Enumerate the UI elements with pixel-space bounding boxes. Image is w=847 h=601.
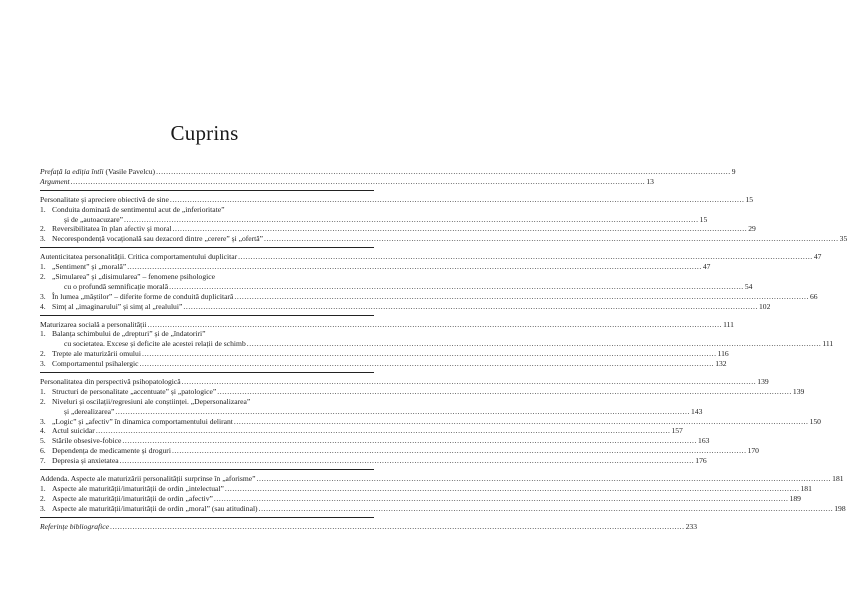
dot-leader xyxy=(115,407,690,417)
toc-entry-text: și de „autoacuzare” xyxy=(64,214,124,224)
dot-leader xyxy=(142,349,717,359)
toc-entry-title-part: Argument xyxy=(40,176,70,186)
toc-entry-title xyxy=(40,224,172,234)
dot-leader xyxy=(217,387,792,397)
dot-leader xyxy=(264,234,839,244)
toc-entry-number: 2. xyxy=(40,349,46,359)
toc-entry-title xyxy=(40,417,233,427)
toc-entry-number: 3. xyxy=(40,503,46,513)
toc-entry-title xyxy=(40,329,206,339)
toc-entry xyxy=(40,281,753,292)
dot-leader xyxy=(183,302,758,312)
toc-entry-text: Personalitate și apreciere obiectivă de sine xyxy=(40,194,169,204)
toc-entry-title xyxy=(40,167,155,177)
toc-entry-title xyxy=(40,484,224,494)
toc-entry-title xyxy=(40,397,250,407)
toc-entry-number: 1. xyxy=(40,386,46,396)
toc-entry-title xyxy=(40,320,146,330)
toc-entry-text: Autenticitatea personalității. Critica comportamentului duplicitar xyxy=(40,252,238,262)
toc-entry-title xyxy=(40,252,237,262)
toc-entry-title xyxy=(52,339,246,349)
toc-entry-title xyxy=(40,387,216,397)
toc-entry-title xyxy=(40,436,121,446)
toc-entry-text: Stările obsesive-fobice xyxy=(52,436,122,446)
toc-entry-text: Niveluri și oscilații/regresiuni ale conștiinței. „Depersonalizarea” xyxy=(52,396,251,406)
toc-entry-title xyxy=(40,177,70,187)
toc-page-number: 35 xyxy=(839,234,847,244)
toc-entry-title xyxy=(52,407,114,417)
toc-entry-text: Structuri de personalitate „accentuate” și „patologice” xyxy=(52,386,217,396)
section-divider xyxy=(40,315,374,316)
dot-leader xyxy=(110,522,685,532)
toc-entry-number: 1. xyxy=(40,329,46,339)
dot-leader xyxy=(259,504,834,514)
toc-page-number: 9 xyxy=(731,167,736,176)
dot-leader xyxy=(257,474,832,484)
toc-entry-number: 1. xyxy=(40,204,46,214)
toc-page-number: 170 xyxy=(747,446,759,456)
toc-entry-title xyxy=(40,302,182,312)
toc-page-number: 150 xyxy=(809,416,821,426)
toc-entry-title xyxy=(40,426,95,436)
dot-leader xyxy=(238,252,813,262)
toc-page-number: 116 xyxy=(717,349,729,359)
toc-front-entry xyxy=(40,167,736,177)
dot-leader xyxy=(120,456,695,466)
toc-entry xyxy=(40,234,847,244)
toc-entry xyxy=(40,272,374,282)
toc-page-number: 163 xyxy=(698,436,710,446)
toc-entry-number: 2. xyxy=(40,493,46,503)
toc-entry-title xyxy=(40,195,169,205)
section-divider xyxy=(40,517,374,518)
dot-leader xyxy=(147,320,722,330)
toc-entry-text: Maturizarea socială a personalității xyxy=(40,319,147,329)
toc-entry-number: 4. xyxy=(40,426,46,436)
toc-entry-text: Depresia și anxietatea xyxy=(52,456,119,466)
dot-leader xyxy=(247,339,822,349)
toc-page-number: 15 xyxy=(745,194,754,204)
toc-chapter xyxy=(40,194,754,205)
toc-entry-title xyxy=(40,522,109,532)
toc-page-number: 15 xyxy=(699,214,708,224)
dot-leader xyxy=(156,167,731,177)
toc-entry-title xyxy=(40,474,256,484)
dot-leader xyxy=(234,292,809,302)
section-divider xyxy=(40,469,374,470)
toc-entry-number: 1. xyxy=(40,262,46,272)
toc-entry xyxy=(40,386,805,397)
toc-page-number: 198 xyxy=(834,503,846,513)
toc-entry-number: 1. xyxy=(40,483,46,493)
toc-entry-title xyxy=(52,282,168,292)
toc-entry xyxy=(40,329,374,339)
toc-entry-text: cu o profundă semnificație morală xyxy=(64,281,169,291)
toc-entry-title xyxy=(40,349,141,359)
toc-entry xyxy=(40,406,703,417)
toc-entry-number: 3. xyxy=(40,234,46,244)
toc-page-number: 66 xyxy=(809,291,818,301)
toc-page-number: 233 xyxy=(685,521,697,531)
toc-chapter xyxy=(40,319,734,330)
toc-entry xyxy=(40,205,374,215)
toc-entry xyxy=(40,214,708,225)
toc-page-number: 132 xyxy=(715,359,727,369)
toc-entry-number: 4. xyxy=(40,301,46,311)
toc-entry xyxy=(40,339,834,349)
toc-entry xyxy=(40,416,821,427)
toc-entry-text: Aspecte ale maturității/imaturității de ordin „afectiv” xyxy=(52,493,213,503)
toc-entry xyxy=(40,436,710,446)
dot-leader xyxy=(96,426,671,436)
toc-entry-title xyxy=(40,359,139,369)
dot-leader xyxy=(214,494,789,504)
toc-entry-text: și „derealizarea” xyxy=(64,406,115,416)
toc-entry-text: Trepte ale maturizării omului xyxy=(52,349,141,359)
toc-entry-text: Simț al „imaginarului” și simț al „realului” xyxy=(52,301,183,311)
toc-page-number: 181 xyxy=(832,474,844,484)
table-of-contents xyxy=(40,167,847,532)
toc-entry xyxy=(40,301,771,312)
toc-page-number: 181 xyxy=(800,483,812,493)
section-divider xyxy=(40,372,374,373)
toc-entry-text: „Logic” și „afectiv” în dinamica comportamentului delirant xyxy=(52,416,233,426)
toc-chapter xyxy=(40,377,769,387)
toc-entry-text: cu societatea. Excese și deficite ale acestei relații de schimb xyxy=(64,339,246,349)
dot-leader xyxy=(234,417,809,427)
toc-entry-number: 3. xyxy=(40,359,46,369)
toc-page-number: 157 xyxy=(671,426,683,436)
toc-entry-title xyxy=(40,504,258,514)
toc-entry-text: Aspecte ale maturității/imaturității de ordin „intelectual” xyxy=(52,483,224,493)
toc-page-number: 139 xyxy=(792,386,805,396)
dot-leader xyxy=(124,215,699,225)
toc-page-number: 13 xyxy=(646,176,654,186)
toc-chapter xyxy=(40,252,822,262)
toc-entry-title xyxy=(40,272,215,282)
toc-entry-text: Aspecte ale maturității/imaturității de ordin „moral” (sau atitudinal) xyxy=(52,503,258,513)
toc-front-entry xyxy=(40,176,654,187)
toc-entry-number: 2. xyxy=(40,224,46,234)
toc-entry xyxy=(40,483,812,494)
toc-entry-text: Dependența de medicamente și droguri xyxy=(52,446,171,456)
toc-entry xyxy=(40,426,683,436)
toc-entry-text: „Sentiment” și „morală” xyxy=(52,262,127,272)
toc-entry-title-part: Referințe bibliografice xyxy=(40,521,109,531)
toc-page-number: 102 xyxy=(758,301,771,311)
toc-entry-number: 3. xyxy=(40,291,46,301)
toc-entry-title xyxy=(40,234,263,244)
toc-entry xyxy=(40,446,759,456)
toc-entry-number: 2. xyxy=(40,272,46,282)
page-title: Cuprins xyxy=(170,121,239,145)
toc-entry-number: 2. xyxy=(40,396,46,406)
toc-entry-number: 5. xyxy=(40,436,46,446)
toc-page-number: 29 xyxy=(748,224,756,234)
toc-page-number: 189 xyxy=(789,493,801,503)
toc-page-number: 176 xyxy=(695,456,707,466)
toc-entry-text: Balanța schimbului de „drepturi” și de „îndatoriri” xyxy=(52,329,206,339)
toc-page-number: 47 xyxy=(813,252,822,262)
dot-leader xyxy=(173,224,748,234)
toc-page-number: 111 xyxy=(723,319,734,329)
toc-entry-title xyxy=(40,205,225,215)
toc-entry xyxy=(40,503,846,514)
toc-entry-title xyxy=(52,215,123,225)
toc-entry-number: 7. xyxy=(40,456,46,466)
dot-leader xyxy=(140,359,715,369)
toc-entry-text: Comportamentul psihalergic xyxy=(52,359,139,369)
toc-entry xyxy=(40,397,374,407)
toc-entry xyxy=(40,224,756,234)
toc-entry xyxy=(40,349,729,359)
toc-page-number: 54 xyxy=(744,281,753,291)
toc-page-number: 139 xyxy=(757,377,769,387)
toc-entry-title xyxy=(40,377,181,387)
dot-leader xyxy=(170,195,745,205)
section-divider xyxy=(40,247,374,248)
toc-entry xyxy=(40,359,727,369)
toc-entry-title-part: Prefață la ediția întîi xyxy=(40,167,104,176)
toc-entry-text: „Simularea” și „disimularea” – fenomene psihologice xyxy=(52,272,215,282)
dot-leader xyxy=(122,436,697,446)
toc-entry-text: Reversibilitatea în plan afectiv și moral xyxy=(52,224,172,234)
toc-entry xyxy=(40,262,711,272)
toc-entry-title xyxy=(40,456,119,466)
toc-chapter xyxy=(40,474,844,484)
toc-entry-text: Actul suicidar xyxy=(52,426,95,436)
toc-entry xyxy=(40,291,818,302)
toc-entry-title-part: (Vasile Pavelcu) xyxy=(103,167,156,176)
dot-leader xyxy=(71,177,646,187)
toc-entry-number: 6. xyxy=(40,446,46,456)
dot-leader xyxy=(169,282,744,292)
toc-entry-text: Personalitatea din perspectivă psihopatologică xyxy=(40,377,181,387)
toc-page-number: 143 xyxy=(691,406,703,416)
section-divider xyxy=(40,190,374,191)
toc-entry-title xyxy=(40,262,126,272)
toc-front-entry xyxy=(40,521,697,532)
toc-entry-number: 3. xyxy=(40,416,46,426)
dot-leader xyxy=(182,377,757,387)
toc-entry xyxy=(40,456,707,466)
toc-entry-text: Conduita dominată de sentimentul acut de „inferioritate” xyxy=(52,204,225,214)
dot-leader xyxy=(225,484,800,494)
toc-page-number: 111 xyxy=(822,339,834,349)
toc-entry-text: Addenda. Aspecte ale maturizării personalității surprinse în „aforisme” xyxy=(40,474,256,484)
dot-leader xyxy=(172,446,747,456)
toc-entry-text: În lumea „măștilor” – diferite forme de conduită duplicitară xyxy=(52,291,234,301)
toc-entry-text: Necorespondență vocațională sau dezacord dintre „cerere” și „ofertă” xyxy=(52,234,264,244)
toc-page-number: 47 xyxy=(702,262,711,272)
toc-entry-title xyxy=(40,494,213,504)
toc-entry-title xyxy=(40,292,233,302)
dot-leader xyxy=(127,262,702,272)
toc-entry-title xyxy=(40,446,171,456)
toc-entry xyxy=(40,493,801,504)
